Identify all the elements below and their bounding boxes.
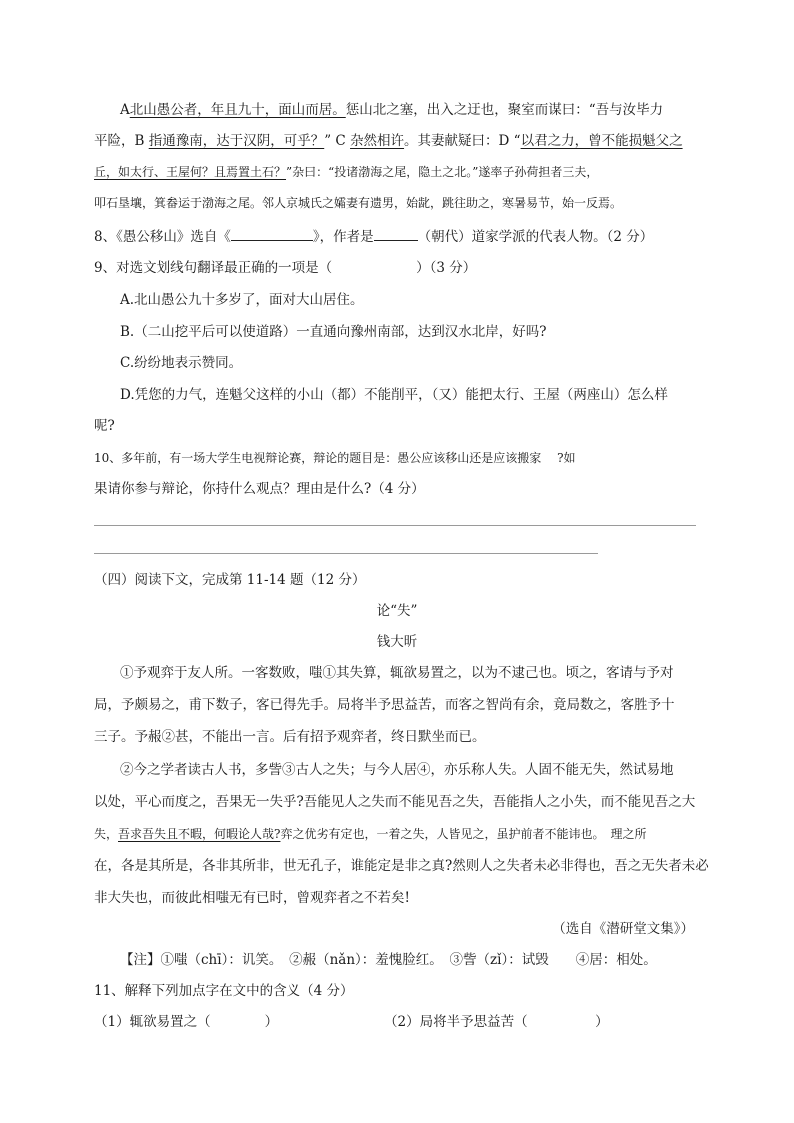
underlined-sentence-c: 杂然相许 — [350, 133, 405, 149]
passage-line-1: A北山愚公者，年且九十，面山而居。惩山北之塞，出入之迂也，聚室而谋曰：“吾与汝毕力 — [120, 102, 664, 118]
para2-line-3: 失，吾求吾失且不暇，何暇论人哉?弈之优劣有定也，一着之失，人皆见之，虽护前者不能讳也。 理之所 — [94, 827, 647, 841]
answer-blank-book-title[interactable] — [231, 226, 313, 241]
q9-option-a: A.北山愚公九十多岁了，面对大山居住。 — [120, 292, 364, 308]
article-author: 钱大昕 — [376, 634, 418, 650]
answer-blank-dynasty[interactable] — [374, 226, 418, 241]
annotation-note: 【注】①嗤（chī）：讥笑。 ②赧（nǎn）：羞愧脸红。 ③訾（zǐ）：试毁 ④居：相处。 — [120, 952, 657, 968]
underlined-sentence-d-part2: 丘，如太行、王屋何？且焉置土石？ — [94, 165, 287, 179]
passage-line-2: 平险，B 指通豫南，达于汉阴，可乎？” C 杂然相许。其妻献疑曰：D “以君之力，曾不能损魁父之 — [94, 133, 683, 149]
q9-option-d: D.凭您的力气，连魁父这样的小山（都）不能削平，（又）能把太行、王屋（两座山）怎么样 — [120, 387, 668, 403]
para2-line-2: 以处，平心而度之，吾果无一失乎?吾能见人之失而不能见吾之失，吾能指人之小失，而不能见吾之大 — [94, 794, 696, 810]
underlined-sentence-q: 吾求吾失且不暇，何暇论人哉? — [118, 827, 281, 841]
question-10-line-2: 果请你参与辩论，你持什么观点？理由是什么?（4 分） — [94, 481, 425, 497]
para1-line-2: 局，予颇易之，甫下数子，客已得先手。局将半予思益苦，而客之智尚有余，竟局数之，客胜予十 — [94, 697, 675, 713]
article-title: 论“失” — [376, 603, 418, 619]
underlined-sentence-b: 指通豫南，达于汉阴，可乎？ — [148, 133, 325, 149]
question-9-stem: 9、对选文划线句翻译最正确的一项是（ ）（3 分） — [94, 260, 477, 276]
question-10-line-1: 10、多年前，有一场大学生电视辩论赛，辩论的题目是：愚公应该移山还是应该搬家 ?如 — [94, 451, 576, 465]
question-11-item-1: （1）辄欲易置之（ ） — [94, 1014, 279, 1030]
q9-option-d-cont: 呢? — [94, 418, 115, 434]
para1-line-1: ①予观弈于友人所。一客数败，嗤①其失算，辄欲易置之，以为不逮己也。顷之，客请与予对 — [120, 665, 674, 681]
para2-line-1: ②今之学者读古人书，多訾③古人之失；与今人居④，亦乐称人失。人固不能无失，然试易地 — [120, 762, 674, 778]
underlined-sentence-a: 北山愚公者，年且九十，面山而居。 — [129, 102, 346, 118]
question-11-stem: 11、解释下列加点字在文中的含义（4 分） — [94, 983, 354, 999]
answer-line-1[interactable] — [94, 525, 696, 526]
passage-line-4: 叩石垦壤，箕畚运于渤海之尾。邻人京城氏之孀妻有遗男，始龀，跳往助之，寒暑易节，始一反焉。 — [94, 196, 623, 210]
answer-line-2[interactable] — [94, 553, 598, 554]
article-source: （选自《潜研堂文集》） — [552, 921, 694, 937]
para2-line-5: 非大失也，而彼此相嗤无有已时，曾观弈者之不若矣! — [94, 890, 410, 906]
q9-option-b: B.（二山挖平后可以使道路）一直通向豫州南部，达到汉水北岸，好吗? — [120, 324, 547, 340]
question-11-item-2: （2）局将半予思益苦（ ） — [384, 1014, 609, 1030]
para1-line-3: 三子。予赧②甚，不能出一言。后有招予观弈者，终日默坐而已。 — [94, 729, 486, 745]
underlined-sentence-d-part1: 以君之力，曾不能损魁父之 — [520, 133, 683, 149]
section-heading: （四）阅读下文，完成第 11-14 题（12 分） — [94, 572, 366, 588]
para2-line-4: 在，各是其所是，各非其所非，世无孔子，谁能定是非之真?然则人之失者未必非得也，吾之无失者未必 — [94, 858, 709, 874]
question-8: 8、《愚公移山》选自《 》，作者是 （朝代）道家学派的代表人物。（2 分） — [94, 226, 653, 247]
q9-option-c: C.纷纷地表示赞同。 — [120, 355, 243, 371]
passage-line-3: 丘，如太行、王屋何？且焉置土石？”杂曰：“投诸渤海之尾，隐土之北。”遂率子孙荷担者三夫， — [94, 165, 599, 179]
